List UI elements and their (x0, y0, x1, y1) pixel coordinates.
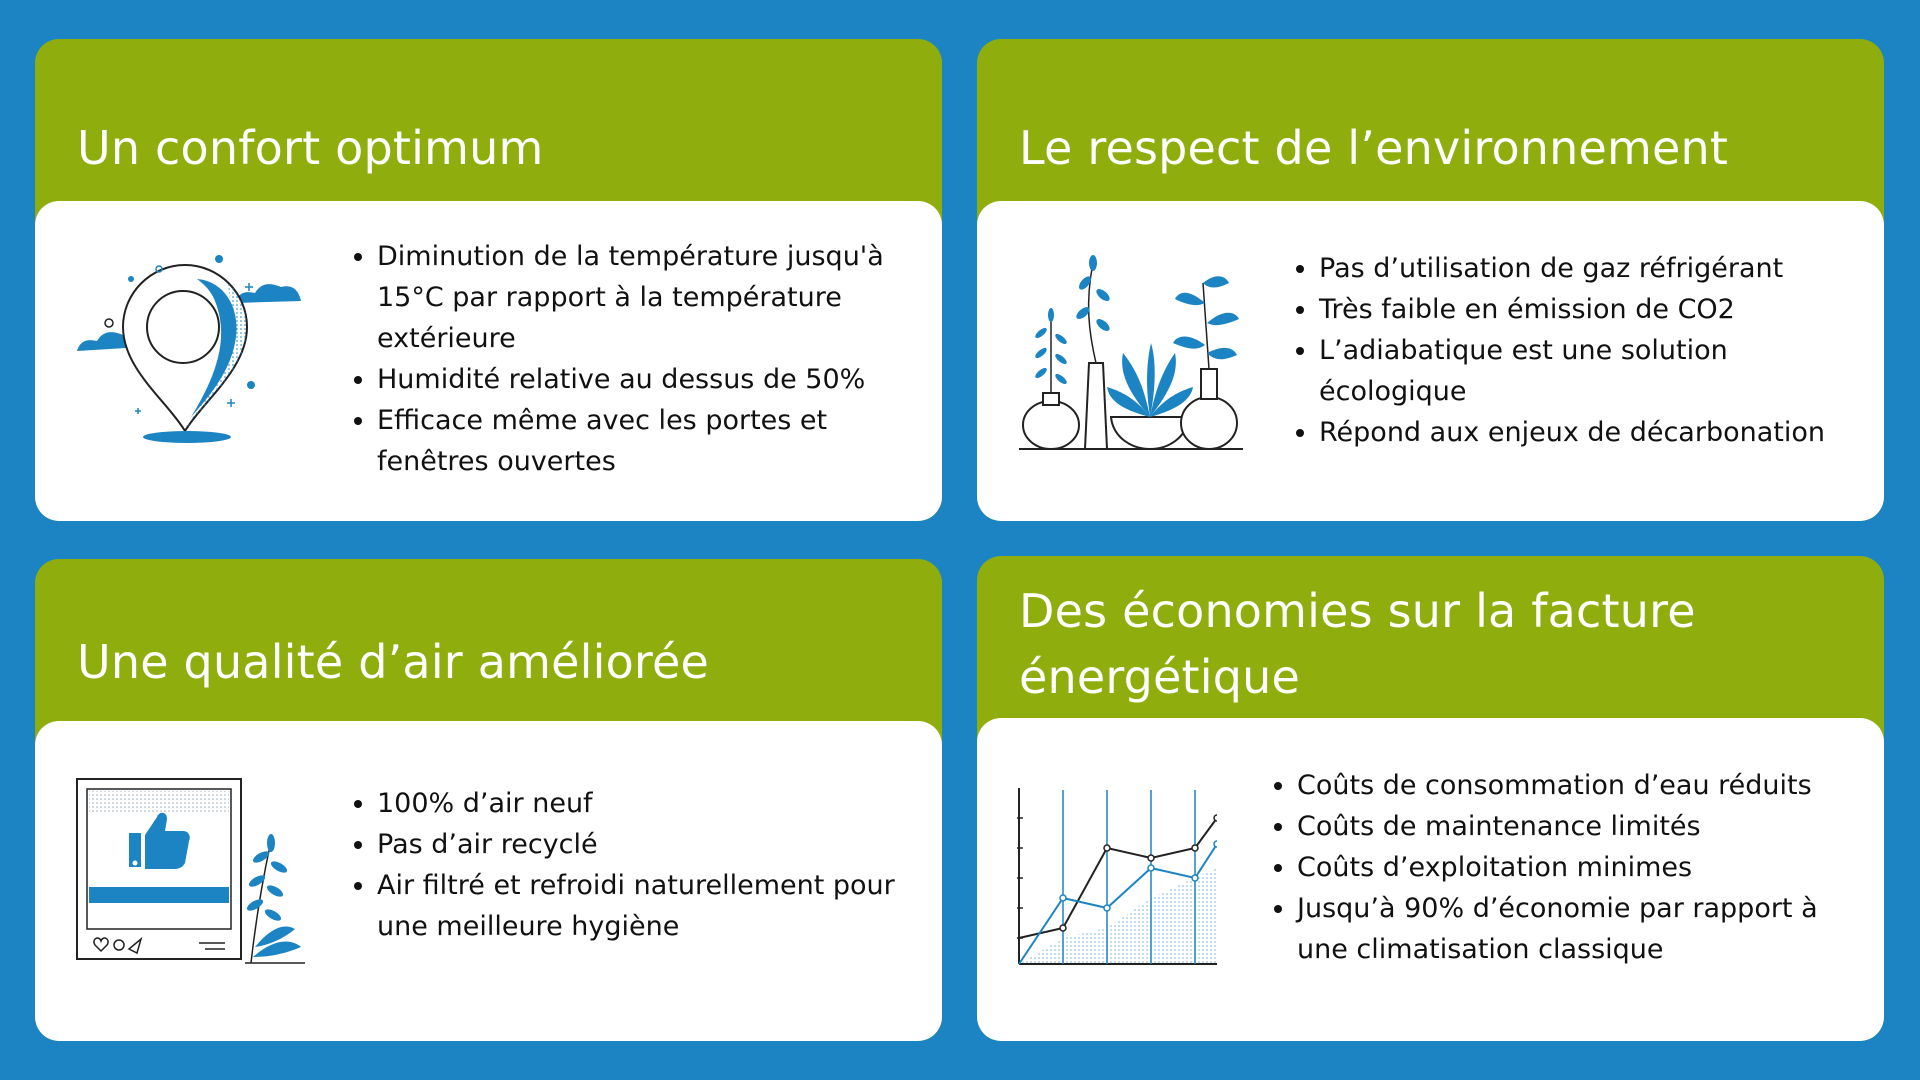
list-item: L’adiabatique est une solution écologique (1293, 330, 1853, 412)
card-body (977, 718, 1884, 1041)
map-pin-clouds-illustration (75, 251, 305, 451)
card-title: Un confort optimum (77, 121, 544, 175)
card-air-quality (35, 559, 942, 1041)
list-item: Répond aux enjeux de décarbonation (1293, 412, 1853, 453)
list-item: Coûts de consommation d’eau réduits (1271, 765, 1861, 806)
list-item: Jusqu’à 90% d’économie par rapport à une climatisation classique (1271, 888, 1861, 970)
list-item: Coûts d’exploitation minimes (1271, 847, 1861, 888)
list-item: Très faible en émission de CO2 (1293, 289, 1853, 330)
card-body (977, 201, 1884, 521)
benefit-list (351, 236, 911, 482)
list-item: Pas d’air recyclé (351, 824, 921, 865)
list-item: Efficace même avec les portes et fenêtres ouvertes (351, 400, 911, 482)
list-item: Diminution de la température jusqu'à 15°C par rapport à la température extérieure (351, 236, 911, 359)
card-title: Des économies sur la facture énergétique (1019, 584, 1696, 704)
card-title: Une qualité d’air améliorée (77, 635, 710, 689)
card-environment (977, 39, 1884, 521)
list-item: 100% d’air neuf (351, 783, 921, 824)
card-body (35, 201, 942, 521)
potted-plants-illustration (1019, 253, 1243, 453)
benefit-list (351, 783, 921, 947)
card-body (35, 721, 942, 1041)
card-comfort (35, 39, 942, 521)
list-item: Air filtré et refroidi naturellement pour une meilleure hygiène (351, 865, 921, 947)
line-chart-illustration (1017, 788, 1217, 968)
benefit-list (1271, 765, 1861, 970)
card-title: Le respect de l’environnement (1019, 121, 1729, 175)
list-item: Humidité relative au dessus de 50% (351, 359, 911, 400)
social-post-thumbs-up-illustration (75, 777, 305, 967)
benefit-list (1293, 248, 1853, 453)
list-item: Coûts de maintenance limités (1271, 806, 1861, 847)
card-savings (977, 556, 1884, 1041)
list-item: Pas d’utilisation de gaz réfrigérant (1293, 248, 1853, 289)
